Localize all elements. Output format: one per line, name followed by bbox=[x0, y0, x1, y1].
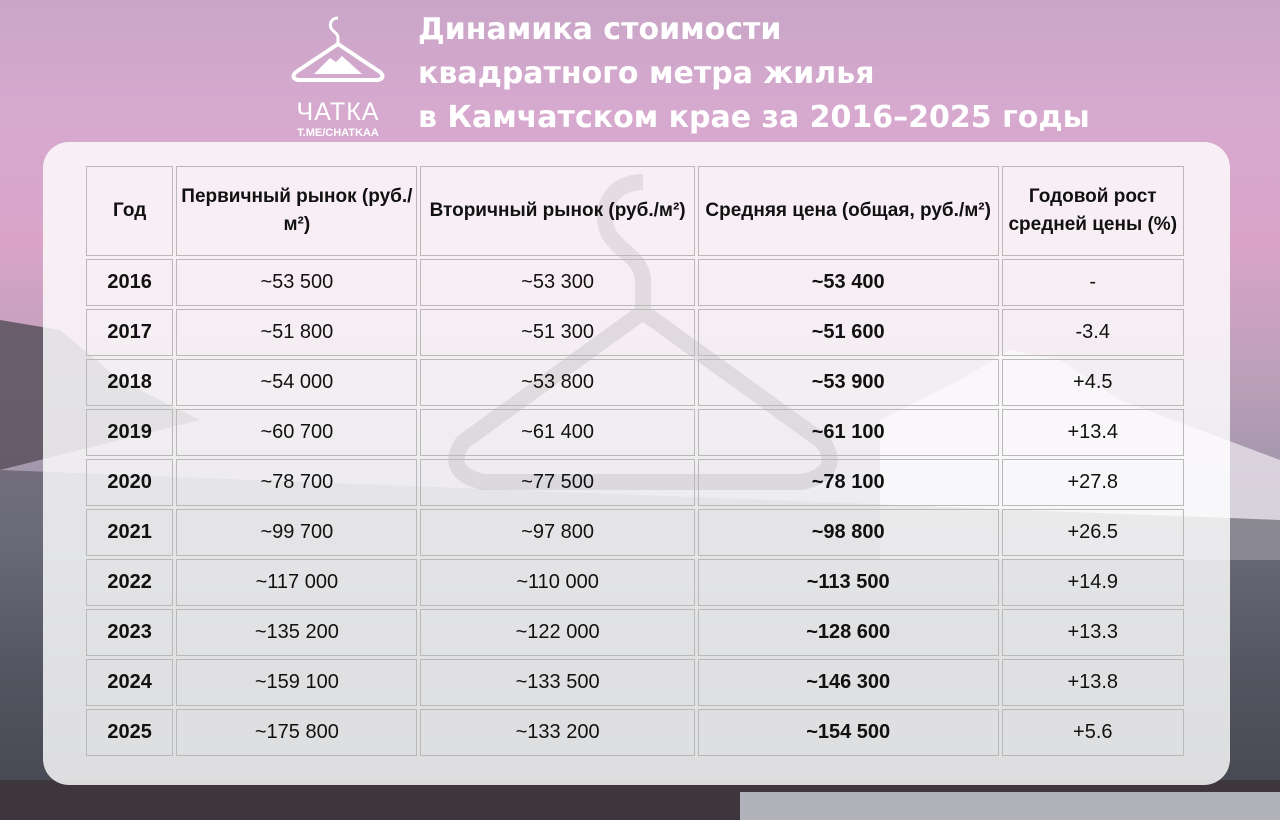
table-row bbox=[86, 559, 1184, 606]
cell-year: 2023 bbox=[86, 609, 173, 656]
table-row bbox=[86, 659, 1184, 706]
cell-growth: +13.3 bbox=[1002, 609, 1184, 656]
cell-growth: +13.8 bbox=[1002, 659, 1184, 706]
cell-year: 2019 bbox=[86, 409, 173, 456]
brand-name: ЧАТКА bbox=[296, 98, 380, 126]
table-row bbox=[86, 259, 1184, 306]
header bbox=[0, 0, 1280, 140]
cell-year: 2016 bbox=[86, 259, 173, 306]
cell-secondary: ~51 300 bbox=[420, 309, 694, 356]
cell-growth: - bbox=[1002, 259, 1184, 306]
table-row bbox=[86, 709, 1184, 756]
cell-average: ~146 300 bbox=[698, 659, 999, 706]
cell-secondary: ~110 000 bbox=[420, 559, 694, 606]
cell-growth: +4.5 bbox=[1002, 359, 1184, 406]
cell-year: 2022 bbox=[86, 559, 173, 606]
table-row bbox=[86, 609, 1184, 656]
cell-primary: ~60 700 bbox=[176, 409, 417, 456]
cell-primary: ~117 000 bbox=[176, 559, 417, 606]
cell-average: ~61 100 bbox=[698, 409, 999, 456]
cell-average: ~51 600 bbox=[698, 309, 999, 356]
header-growth: Годовой рост средней цены (%) bbox=[1002, 166, 1184, 256]
hanger-mountain-icon bbox=[286, 12, 390, 96]
cell-average: ~53 400 bbox=[698, 259, 999, 306]
brand-link[interactable]: T.ME/CHATKAA bbox=[297, 127, 379, 139]
cell-year: 2020 bbox=[86, 459, 173, 506]
cell-growth: +14.9 bbox=[1002, 559, 1184, 606]
cell-year: 2017 bbox=[86, 309, 173, 356]
cell-growth: +26.5 bbox=[1002, 509, 1184, 556]
cell-average: ~78 100 bbox=[698, 459, 999, 506]
title-line-1: Динамика стоимости bbox=[418, 12, 782, 47]
header-primary: Первичный рынок (руб./м²) bbox=[176, 166, 417, 256]
header-average: Средняя цена (общая, руб./м²) bbox=[698, 166, 999, 256]
cell-primary: ~54 000 bbox=[176, 359, 417, 406]
cell-primary: ~175 800 bbox=[176, 709, 417, 756]
cell-growth: +13.4 bbox=[1002, 409, 1184, 456]
cell-year: 2024 bbox=[86, 659, 173, 706]
cell-average: ~98 800 bbox=[698, 509, 999, 556]
page-title bbox=[418, 8, 1268, 140]
cell-secondary: ~53 300 bbox=[420, 259, 694, 306]
price-table bbox=[83, 163, 1187, 759]
cell-secondary: ~97 800 bbox=[420, 509, 694, 556]
cell-secondary: ~133 500 bbox=[420, 659, 694, 706]
cell-year: 2025 bbox=[86, 709, 173, 756]
header-secondary: Вторичный рынок (руб./м²) bbox=[420, 166, 694, 256]
table-panel bbox=[43, 142, 1230, 785]
table-row bbox=[86, 309, 1184, 356]
cell-primary: ~159 100 bbox=[176, 659, 417, 706]
title-line-3: в Камчатском крае за 2016–2025 годы bbox=[418, 100, 1090, 135]
cell-growth: +5.6 bbox=[1002, 709, 1184, 756]
cell-year: 2021 bbox=[86, 509, 173, 556]
cell-secondary: ~61 400 bbox=[420, 409, 694, 456]
cell-average: ~53 900 bbox=[698, 359, 999, 406]
cell-growth: +27.8 bbox=[1002, 459, 1184, 506]
cell-secondary: ~122 000 bbox=[420, 609, 694, 656]
cell-secondary: ~77 500 bbox=[420, 459, 694, 506]
table-row bbox=[86, 359, 1184, 406]
header-year: Год bbox=[86, 166, 173, 256]
cell-secondary: ~53 800 bbox=[420, 359, 694, 406]
cell-primary: ~99 700 bbox=[176, 509, 417, 556]
cell-secondary: ~133 200 bbox=[420, 709, 694, 756]
cell-primary: ~51 800 bbox=[176, 309, 417, 356]
table-header-row bbox=[86, 166, 1184, 256]
cell-average: ~128 600 bbox=[698, 609, 999, 656]
cell-year: 2018 bbox=[86, 359, 173, 406]
title-line-2: квадратного метра жилья bbox=[418, 56, 875, 91]
cell-average: ~154 500 bbox=[698, 709, 999, 756]
cell-primary: ~78 700 bbox=[176, 459, 417, 506]
cell-primary: ~135 200 bbox=[176, 609, 417, 656]
table-row bbox=[86, 409, 1184, 456]
table-row bbox=[86, 459, 1184, 506]
cell-primary: ~53 500 bbox=[176, 259, 417, 306]
cell-average: ~113 500 bbox=[698, 559, 999, 606]
table-row bbox=[86, 509, 1184, 556]
brand-logo bbox=[278, 12, 398, 137]
cell-growth: -3.4 bbox=[1002, 309, 1184, 356]
